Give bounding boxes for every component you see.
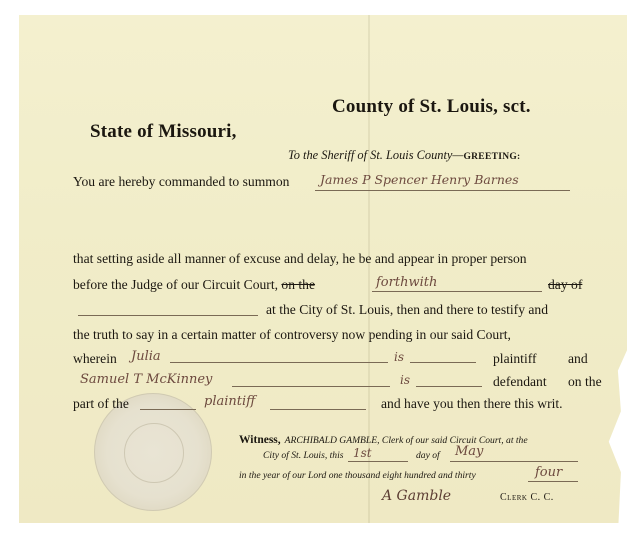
witness-month: May <box>455 444 484 459</box>
body-line-2 <box>73 277 315 293</box>
witness-year-line: in the year of our Lord one thousand eight hundred and thirty <box>239 470 476 481</box>
body-line-3: at the City of St. Louis, then and there to testify and <box>266 302 549 317</box>
witness-year: four <box>535 465 563 480</box>
plaintiff-label: plaintiff <box>493 351 537 366</box>
month-rule <box>450 461 578 462</box>
struck-on-the: on the <box>281 277 316 292</box>
witness-label: Witness, <box>239 434 281 446</box>
is-rule-2 <box>416 386 482 387</box>
day-rule <box>348 461 408 462</box>
command-text: You are hereby commanded to summon <box>73 174 290 189</box>
appearance-date: forthwith <box>376 275 438 290</box>
county-heading: County of St. Louis, sct. <box>332 96 531 117</box>
defendant-label: defendant <box>493 374 547 389</box>
and-word: and <box>568 351 588 366</box>
witness-day: 1st <box>353 446 372 460</box>
summon-rule <box>315 190 570 191</box>
plaintiff-rule <box>170 362 388 363</box>
blank-rule <box>78 315 258 316</box>
greeting-prefix: To the Sheriff of St. Louis County— <box>288 148 464 162</box>
body-line-4: the truth to say in a certain matter of controversy now pending in our said Court, <box>73 327 511 342</box>
defendant-name: Samuel T McKinney <box>80 372 213 387</box>
on-the-text: on the <box>568 374 602 389</box>
is-1: is <box>394 350 404 364</box>
witness-line <box>239 430 528 448</box>
plaintiff-name: Julia <box>131 349 161 364</box>
year-rule <box>528 481 578 482</box>
state-heading: State of Missouri, <box>90 121 237 142</box>
part-of-the-text: part of the <box>73 396 129 411</box>
line2-prefix: before the Judge of our Circuit Court, <box>73 277 278 292</box>
date-rule <box>372 291 542 292</box>
wherein-text: wherein <box>73 351 117 366</box>
summoned-names: James P Spencer Henry Barnes <box>320 172 519 187</box>
clerk-label: Clerk C. C. <box>500 492 554 503</box>
witness-city-line: City of St. Louis, this <box>263 450 344 461</box>
is-2: is <box>400 373 410 387</box>
greeting-line <box>288 148 521 163</box>
party-rule-left <box>140 409 196 410</box>
party-rule-right <box>270 409 366 410</box>
clerk-signature: A Gamble <box>382 488 452 504</box>
greeting-word: GREETING: <box>463 152 521 162</box>
defendant-rule <box>232 386 390 387</box>
struck-day-of: day of <box>548 277 583 292</box>
court-seal-inner-ring <box>124 423 184 483</box>
witness-clause: ARCHIBALD GAMBLE, Clerk of our said Circuit Court, at the <box>284 435 528 446</box>
closing-text: and have you then there this writ. <box>381 396 563 411</box>
body-line-1: that setting aside all manner of excuse and delay, he be and appear in proper person <box>73 251 527 266</box>
is-rule-1 <box>410 362 476 363</box>
party-name: plaintiff <box>204 394 256 409</box>
witness-day-of: day of <box>416 450 440 461</box>
